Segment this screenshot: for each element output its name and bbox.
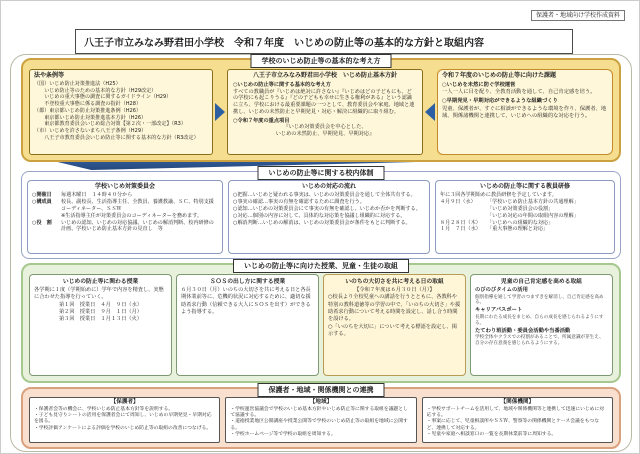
arrow-right-icon: [215, 103, 225, 121]
issues-body: 児童、保護者が、すぐに相談ができるような環境を作り、保護者、地域、関係諸機関と連携して、いじめへの組織的な対応を行う。: [442, 105, 607, 119]
committee-title: 学校いじめ対策委員会: [94, 183, 155, 190]
training-date: ４月９日（水）: [440, 198, 476, 205]
inochi-title: いのちの大切さを共に考える日の取組: [345, 279, 444, 285]
law-line: （国）いじめ防止対策推進法（H25）: [34, 80, 121, 87]
esteem-item-desc: 個別指導を通して学習のつまずきを解消し、自己肯定感を高める。: [475, 294, 604, 306]
committee-row: [32, 220, 218, 234]
inochi-item: ○「いのちを大切に」について考える標語を設定し、掲示する。: [328, 323, 457, 337]
life-importance-day-box: [323, 274, 466, 376]
esteem-item-head: たてわり班活動・委員会活動や当番活動: [475, 327, 571, 334]
laws-box: [29, 69, 213, 155]
section-lessons-activities: [21, 263, 621, 383]
policy-title: 八王子市立みなみ野君田小学校 いじめ防止基本方針: [252, 72, 397, 79]
training-topic: 「重大事態の理解と対応」: [487, 226, 549, 233]
flow-title: いじめの対応の流れ: [301, 183, 356, 190]
page-title: 八王子市立みなみ野君田小学校 令和７年度 いじめの防止等の基本的な方針と取組内容: [75, 29, 573, 54]
policy-body: すべての教職員が『いじめは絶対に許さない』『いじめはどの子どもにも、どの学校にも起こりうる』『どの子どもも幸せに生きる権利がある』という認識に立ち、学校における最重要課題の一つとして、教育委員会や家庭、地域と連携し、いじめの未然防止と早期発見・対応・解決に組織的に取り組む。: [233, 88, 415, 115]
training-topic: 「いじめへの組織的な対応」: [487, 219, 554, 226]
corner-label: 保護者・地域向け学校作成資料: [531, 10, 625, 21]
policy-body: いじめの未然防止、早期発見、早期対応』: [275, 131, 375, 138]
section4-banner: 保護者・地域・関係機関との連携: [258, 383, 385, 397]
lessons-title: いじめの防止等に関わる授業: [62, 279, 139, 285]
law-line: 八王子市教育委員会いじめ防止等に関する基本的な方針（R3改定）: [34, 134, 199, 141]
training-topics: [487, 199, 579, 220]
agencies-box: [422, 397, 613, 443]
lesson-date: 第１回 授業日 ４月 ９日（水）: [58, 301, 142, 308]
esteem-item-desc: 長期にわたる成長をまとめ、自らの成長を感じられるようにする。: [475, 314, 604, 326]
teacher-training-box: [435, 180, 615, 254]
committee-row-text: いじめの認知、いじめの対応協議、いじめの解消判断、校内研修の計画、学校いじめ防止基本方針の見直し 等: [61, 219, 214, 233]
flow-line: ○認知…いじめの対策委員会にて事実の有無を確認し、いじめか否かを判断する。: [233, 205, 421, 212]
self-esteem-box: [470, 274, 613, 376]
community-box: [225, 397, 416, 443]
inochi-subtitle: 【令和７年度は６月３０日（月）】: [354, 287, 435, 294]
parents-item: ・保護者会等の機会に、学校いじめ防止基本方針等を説明する。: [34, 406, 174, 412]
training-intro: 年に３回各学期始めに教員研修を予定しています。: [440, 192, 557, 199]
issues-heading: ○いじめを未然に防ぐ学校運営: [442, 82, 516, 89]
law-line: いじめの重大事態の調査に関するガイドライン（H29）: [34, 94, 172, 101]
parents-box: [29, 397, 220, 443]
training-date: １月 ７日（水）: [440, 226, 481, 233]
law-line: 不登校重大事態に係る調査の指針（H28）: [34, 101, 142, 108]
sos-body: ６月３０日（月）いのちの大切さを共に考える日と各長期休業前等に、危機的状況に対応するために、適切な援助希求行動（信頼できる大人にＳＯＳを出す）ができるよう指導する。: [181, 287, 311, 315]
law-line: 東京都教育委員会いじめ総合対策【第２次・一部改定】（R3）: [34, 121, 186, 128]
training-date: ８月２８日（木）: [440, 219, 481, 226]
committee-row: [32, 199, 218, 213]
esteem-item-head: キャリアパスポート: [475, 307, 523, 314]
inochi-item: ○校長より全校児童への講話を行うとともに、各教科や特別の教科道徳等の学習の中で、「いのちの大切さ」や援助希求行動について考える時間を設定し、話し合う時間を設ける。: [328, 294, 461, 323]
flow-line: ○把握…いじめと疑われる事実は、いじめの対策委員会を通して全体共有する。: [233, 192, 416, 199]
community-item: ・学校ホームページ等で学校の取組を周知する。: [230, 432, 336, 438]
agencies-title: 【関係機関】: [500, 399, 535, 405]
training-row: [440, 226, 610, 233]
policy-heading: ○いじめの防止等に関する基本的な考え方: [233, 81, 331, 88]
flow-line: ○解消判断…いじめの解消は、いじめの対策委員会が条件をもとに判断する。: [233, 219, 411, 226]
committee-row: [32, 213, 218, 220]
sos-lessons-box: [176, 274, 319, 376]
committee-row-label: ○役 割: [32, 219, 52, 226]
section2-banner: いじめの防止等に関する校内体制: [258, 166, 385, 180]
community-item: ・学校運営協議会で学校のいじめ基本方針やいじめ防止等に関する取組を議題として協議する。: [230, 406, 408, 419]
agencies-item: ・学校サポートチームを活用して、地域や関係機関等と連携して迅速にいじめに対応する。: [426, 406, 605, 419]
issues-box: [437, 69, 613, 155]
flow-line: ○事実の確認…事実の有無を確認するために調査を行う。: [233, 198, 365, 205]
training-topic: 「いじめ対策委員会の役割」: [487, 205, 554, 212]
issues-title: 令和７年度のいじめの防止等に向けた課題: [442, 72, 557, 79]
training-row: [440, 199, 610, 220]
esteem-title: 児童の自己肯定感を高める取組: [500, 279, 583, 285]
training-title: いじめの防止等に関する教員研修: [479, 183, 570, 190]
response-flow-box: [228, 180, 430, 254]
committee-row-label: ○開催日: [32, 192, 52, 199]
parents-item: ・学校評価アンケートによる評価を学校のいじめ防止等の取組の改善につなげる。: [34, 425, 212, 431]
section-basic-policy: [21, 58, 621, 162]
parents-item: ・子ども見守りシートの活用を保護者会にて周知し、いじめの早期発見・早期対応を図る。: [34, 413, 212, 425]
agencies-item: ・児童や家庭へ相談窓口の一覧を長期休業前等に周知する。: [426, 432, 557, 438]
prevention-lessons-box: [29, 274, 172, 376]
section-school-system: [21, 171, 621, 259]
committee-row: [32, 192, 218, 199]
training-topic: 「いじめ対応の年間の取組内容の理解」: [487, 212, 579, 219]
law-line: （市）いじめを許さないまち八王子条例（H29）: [34, 127, 147, 134]
community-title: 【地域】: [309, 399, 333, 405]
lesson-date: 第３回 授業日 １月１３日（火）: [58, 316, 142, 323]
laws-title: 法や条例等: [34, 72, 65, 79]
esteem-item-head: のびのびタイムの活用: [475, 287, 528, 294]
law-line: （都）東京都いじめ防止対策推進条例（H26）: [34, 107, 142, 114]
community-item: ・道徳授業地区公開講座や授業公開等で学校のいじめ防止等の取組を地域に公開する。: [230, 419, 408, 431]
committee-row-text: ※生活指導主任が対策委員会のコーディネーターを務めます。: [61, 212, 202, 219]
section3-banner: いじめの防止等に向けた授業、児童・生徒の取組: [233, 259, 409, 273]
section1-banner: 学校のいじめ防止等の基本的な考え方: [251, 54, 392, 68]
policy-box: [227, 69, 423, 155]
parents-title: 【保護者】: [110, 399, 139, 405]
lesson-date: 第２回 授業日 ９月 １日（月）: [58, 308, 142, 315]
committee-box: [27, 180, 223, 254]
sos-title: ＳＯＳの出し方に関する授業: [209, 279, 286, 285]
law-line: いじめ防止等のための基本的な方針（H29改定）: [34, 87, 157, 94]
policy-heading: ○令和７年度の重点項目: [233, 117, 290, 124]
agencies-item: ・事案に応じて、児童相談所やＳＳＷ、警察等の関係機関とケース会議をもつなど、連携して対応する。: [426, 419, 600, 431]
esteem-item-desc: 学校全体やクラスでの役割があることで、所属意識が芽生え、自分の存在意義を感じられるようにする。: [475, 335, 604, 347]
issues-body: 一人一人に目を配り、全教育活動を通して、自己肯定感を培う。: [442, 89, 596, 96]
committee-row-label: [32, 213, 58, 220]
lessons-body: 各学期に１度（学期始めに）学年で内容を精査し、実態に合わせた指導を行っていく。: [34, 287, 164, 301]
law-line: 東京都いじめ防止対策推進基本方針（H26）: [34, 114, 147, 121]
committee-row-text: 毎週木曜日 １４時４０分から: [61, 192, 133, 199]
flow-line: ○対応…個別の内容に対して、具体的な対応策を協議し組織的に対応する。: [233, 212, 406, 219]
training-topic: 「学校いじめ防止基本方針の共通理解」: [487, 198, 579, 205]
section-cooperation: [21, 387, 621, 449]
issues-heading: ○早期発見・早期対応ができるような組織づくり: [442, 98, 558, 105]
committee-row-label: ○構成員: [32, 198, 52, 205]
committee-row-text: 校長、副校長、生活指導主任、全教員、養護教諭、ＳＣ、特別支援コーディネーター、ＳＳＷ: [61, 198, 214, 212]
policy-body: 『いじめ対策委員会を中心とした、: [283, 124, 367, 131]
arrow-left-icon: [425, 103, 435, 121]
